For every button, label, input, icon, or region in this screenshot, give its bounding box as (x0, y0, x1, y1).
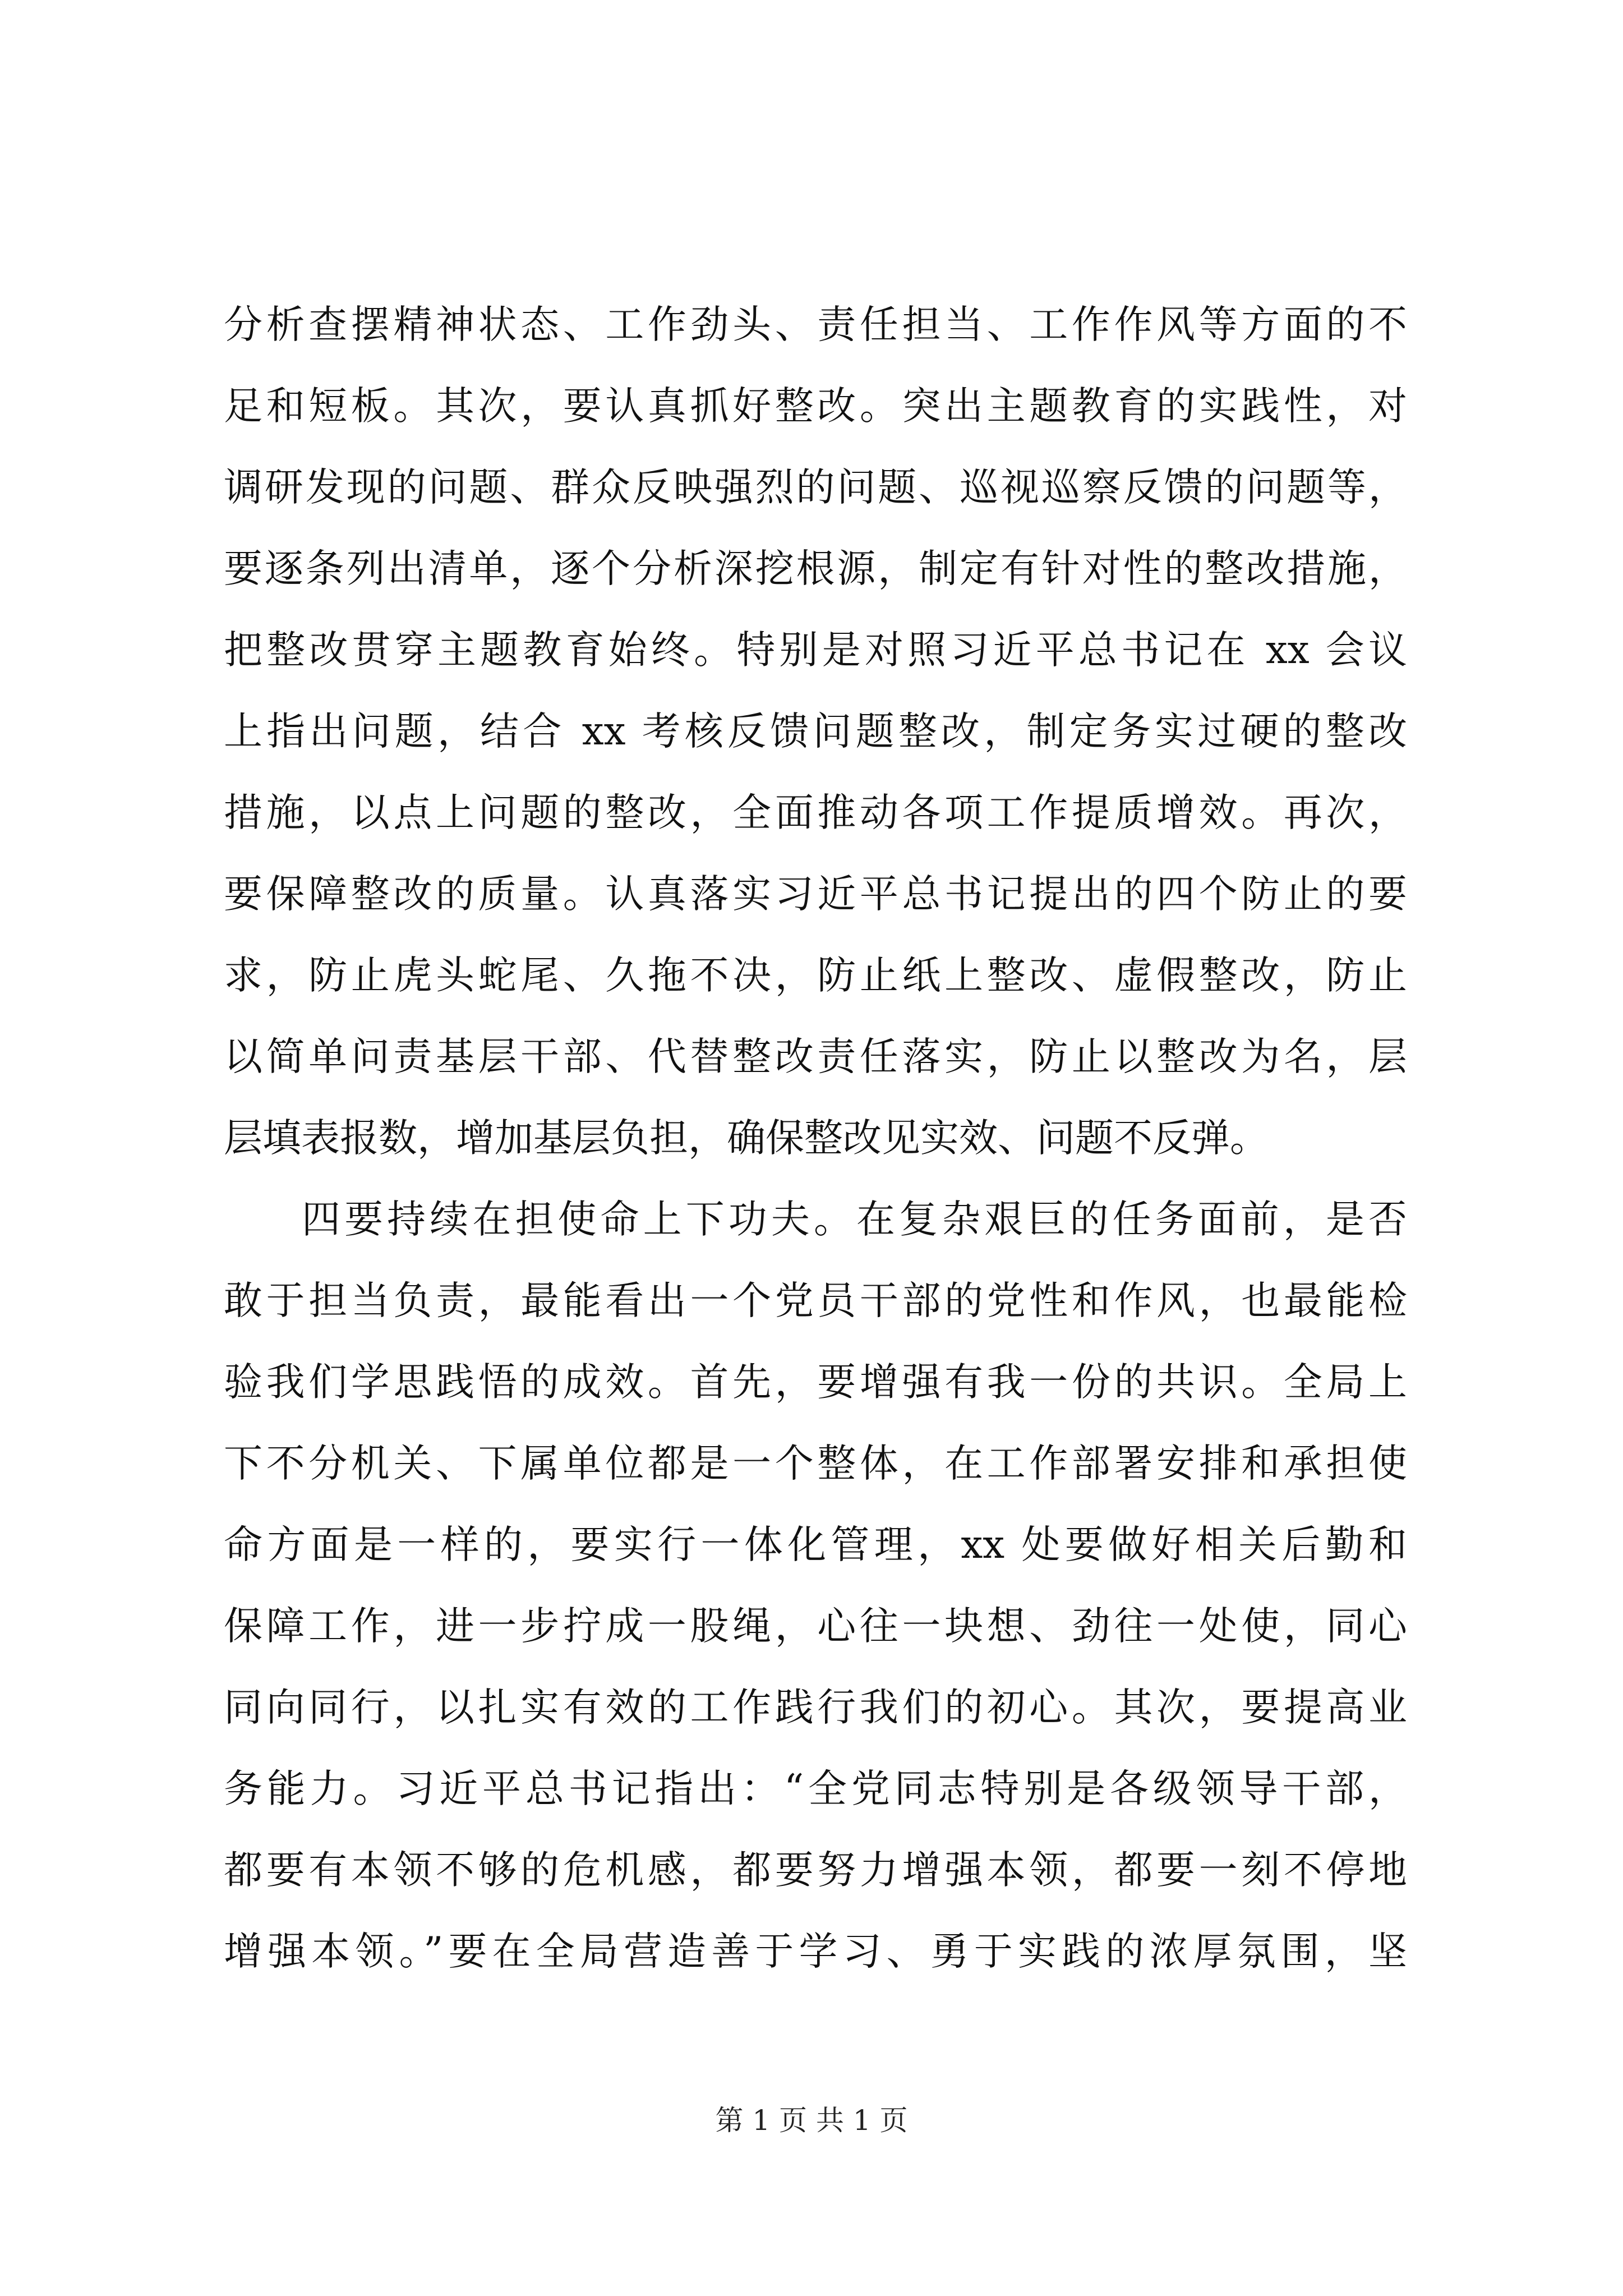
text-line: 要逐条列出清单，逐个分析深挖根源，制定有针对性的整改措施， (224, 546, 1407, 591)
page-number-footer: 第 1 页 共 1 页 (715, 2104, 908, 2137)
text-line: 同向同行，以扎实有效的工作践行我们的初心。其次，要提高业 (224, 1685, 1407, 1730)
text-line: 敢于担当负责，最能看出一个党员干部的党性和作风，也最能检 (224, 1278, 1407, 1323)
text-line: 务能力。习近平总书记指出：“全党同志特别是各级领导干部， (224, 1766, 1407, 1811)
text-line: 增强本领。”要在全局营造善于学习、勇于实践的浓厚氛围，坚 (224, 1929, 1407, 1974)
text-line: 分析查摆精神状态、工作劲头、责任担当、工作作风等方面的不 (224, 302, 1407, 347)
text-line: 求，防止虎头蛇尾、久拖不决，防止纸上整改、虚假整改，防止 (224, 953, 1407, 998)
text-line: 层填表报数，增加基层负担，确保整改见实效、问题不反弹。 (224, 1116, 1269, 1161)
text-line: 要保障整改的质量。认真落实习近平总书记提出的四个防止的要 (224, 872, 1407, 917)
text-line: 保障工作，进一步拧成一股绳，心往一块想、劲往一处使，同心 (224, 1604, 1407, 1649)
text-line: 命方面是一样的，要实行一体化管理，xx 处要做好相关后勤和 (224, 1522, 1407, 1567)
text-line: 以简单问责基层干部、代替整改责任落实，防止以整改为名，层 (224, 1034, 1407, 1079)
text-line: 上指出问题，结合 xx 考核反馈问题整改，制定务实过硬的整改 (224, 709, 1407, 754)
text-line: 都要有本领不够的危机感，都要努力增强本领，都要一刻不停地 (224, 1848, 1407, 1893)
paragraph-first-line: 四要持续在担使命上下功夫。在复杂艰巨的任务面前，是否 (302, 1197, 1407, 1242)
text-line: 把整改贯穿主题教育始终。特别是对照习近平总书记在 xx 会议 (224, 628, 1407, 673)
text-line: 措施，以点上问题的整改，全面推动各项工作提质增效。再次， (224, 790, 1407, 835)
text-line: 下不分机关、下属单位都是一个整体，在工作部署安排和承担使 (224, 1441, 1407, 1486)
text-line: 调研发现的问题、群众反映强烈的问题、巡视巡察反馈的问题等， (224, 465, 1407, 510)
text-line: 足和短板。其次，要认真抓好整改。突出主题教育的实践性，对 (224, 384, 1407, 429)
text-line: 验我们学思践悟的成效。首先，要增强有我一份的共识。全局上 (224, 1360, 1407, 1405)
